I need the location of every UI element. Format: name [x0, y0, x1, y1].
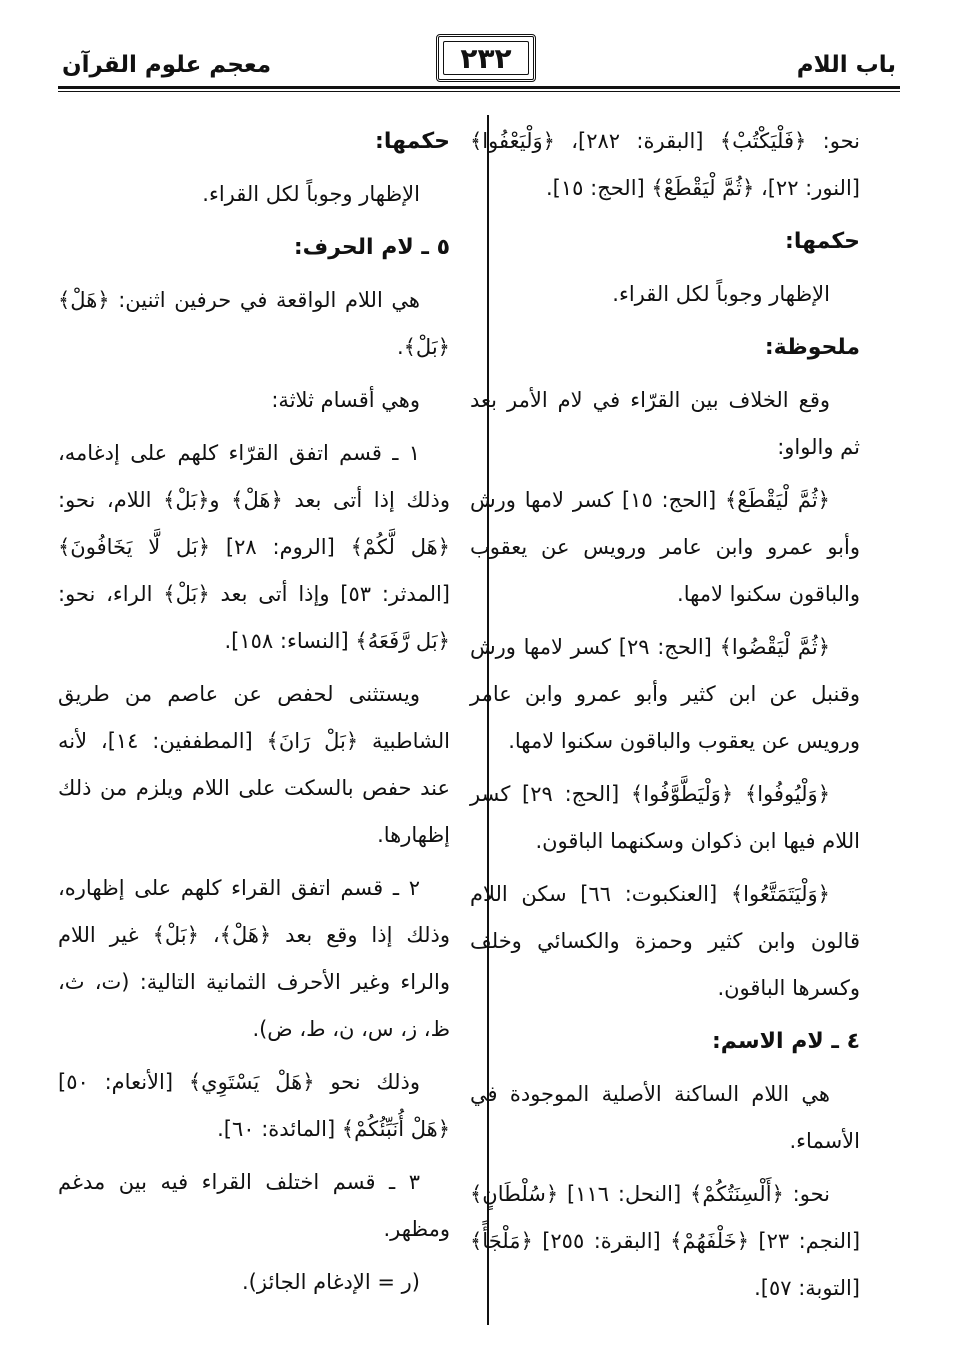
ruling-text: الإظهار وجوباً لكل القراء.	[612, 282, 830, 306]
note-item-1: ﴿ثُمَّ لْيَقْطَعْ﴾ [الحج: ١٥] كسر لامها ورش وأبو عمرو وابن عامر ورويس عن يعقوب والباقون سكنوا لامها.	[470, 488, 860, 606]
header-rule-thin	[58, 91, 900, 92]
noun-lam-definition: هي اللام الساكنة الأصلية الموجودة في الأسماء.	[470, 1082, 860, 1153]
chapter-title: باب اللام	[796, 52, 896, 78]
ruling-heading: حكمها:	[785, 229, 860, 254]
page-number-frame	[436, 34, 536, 82]
note-intro: وقع الخلاف بين القرّاء في لام الأمر بعد ثم والواو:	[470, 388, 860, 459]
page-number: ٢٣٢	[460, 41, 512, 75]
division-3: ٣ ـ قسم اختلف القراء فيه بين مدغم ومظهر.	[58, 1170, 450, 1241]
ruling-heading: حكمها:	[375, 129, 450, 154]
note-item-4: ﴿وَلْيَتَمَتَّعُوا﴾ [العنكبوت: ٦٦] سكن اللام قالون وابن كثير وحمزة والكسائي وخلف وكسرها الباقون.	[470, 882, 860, 1000]
divisions-intro: وهي أقسام ثلاثة:	[271, 388, 420, 412]
book-title: معجم علوم القرآن	[62, 52, 272, 78]
right-column	[470, 118, 860, 1318]
page-header	[0, 0, 958, 100]
particle-lam-definition: هي اللام الواقعة في حرفين اثنين: ﴿هَلْ﴾ ﴿بَلْ﴾.	[58, 288, 450, 359]
note-item-3: ﴿وَلْيُوفُوا﴾ ﴿وَلْيَطَّوَّفُوا﴾ [الحج: ٢٩] كسر اللام فيها ابن ذكوان وسكنهما الباقون.	[470, 782, 860, 853]
note-heading: ملحوظة:	[764, 335, 860, 360]
division-1: ١ ـ قسم اتفق القرّاء كلهم على إدغامه، وذلك إذا أتى بعد ﴿هَلْ﴾ و﴿بَلْ﴾ اللام، نحو: ﴿هَل لَّكُمْ﴾ [الروم: ٢٨] ﴿بَل لَّا يَخَافُونَ﴾ [المدثر: ٥٣] وإذا أتى بعد ﴿بَلْ﴾ الراء، نحو: ﴿بَل رَّفَعَهُ﴾ [النساء: ١٥٨].	[58, 441, 451, 653]
division-1-exception: ويستثنى لحفص عن عاصم من طريق الشاطبية ﴿بَلْ رَانَ﴾ [المطففين: ١٤]، لأنه عند حفص بالسكت على اللام ويلزم من ذلك إظهارها.	[58, 682, 450, 847]
section-heading-particle-lam: ٥ ـ لام الحرف:	[293, 235, 450, 260]
left-column	[58, 118, 450, 1312]
noun-lam-examples: نحو: ﴿أَلْسِنَتُكُمْ﴾ [النحل: ١١٦] ﴿سُلْطَانٍ﴾ [النجم: ٢٣] ﴿خَلْفَهُمْ﴾ [البقرة: ٢٥٥] ﴿مَلْجَأً﴾ [التوبة: ٥٧].	[470, 1182, 861, 1300]
division-3-note: (ر = الإدغام الجائز).	[242, 1270, 420, 1294]
examples-paragraph: نحو: ﴿فَلْيَكْتُبْ﴾ [البقرة: ٢٨٢]، ﴿وَلْيَعْفُوا﴾ [النور: ٢٢]، ﴿ثُمَّ لْيَقْطَعْ﴾ [الحج: ١٥].	[470, 129, 860, 200]
section-heading-noun-lam: ٤ ـ لام الاسم:	[711, 1029, 860, 1054]
division-2: ٢ ـ قسم اتفق القراء كلهم على إظهاره، وذلك إذا وقع بعد ﴿هَلْ﴾، ﴿بَلْ﴾ غير اللام والراء وغير الأحرف الثمانية التالية: (ت، ث، ظ، ز، س، ن، ط، ض).	[58, 876, 450, 1041]
note-item-2: ﴿ثُمَّ لْيَقْضُوا﴾ [الحج: ٢٩] كسر لامها ورش وقنبل عن ابن كثير وأبو عمرو وابن عامر ورويس عن يعقوب والباقون سكنوا لامها.	[470, 635, 860, 753]
ruling-text: الإظهار وجوباً لكل القراء.	[202, 182, 420, 206]
header-rule	[58, 86, 900, 89]
division-2-examples: وذلك نحو ﴿هَلْ يَسْتَوِي﴾ [الأنعام: ٥٠] ﴿هَلْ أُنَبِّئُكُمْ﴾ [المائدة: ٦٠].	[58, 1070, 450, 1141]
